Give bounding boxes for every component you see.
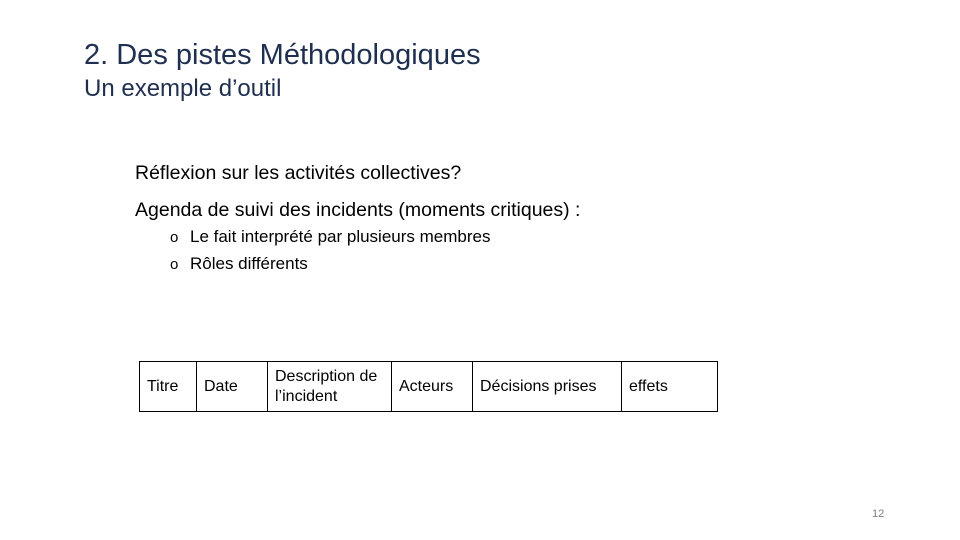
table-header-cell-description: Description de l’incident — [268, 362, 392, 412]
bullet-marker: o — [170, 229, 179, 246]
sub-bullet-text: Rôles différents — [190, 254, 308, 273]
body-line-agenda: Agenda de suivi des incidents (moments critiques) : — [135, 199, 581, 221]
bullet-marker: o — [170, 256, 179, 273]
table-header-cell-date: Date — [197, 362, 268, 412]
slide-subtitle: Un exemple d’outil — [84, 75, 282, 102]
page-number: 12 — [872, 508, 885, 520]
table-header-cell-effets: effets — [622, 362, 718, 412]
sub-bullet-item — [170, 253, 308, 276]
sub-bullet-text: Le fait interprété par plusieurs membres — [190, 227, 491, 246]
incident-table — [139, 361, 718, 412]
body-line-reflexion: Réflexion sur les activités collectives? — [135, 162, 462, 184]
table-header-cell-acteurs: Acteurs — [392, 362, 473, 412]
sub-bullet-item — [170, 226, 490, 249]
table-row — [140, 362, 718, 412]
table-header-cell-titre: Titre — [140, 362, 197, 412]
slide-title: 2. Des pistes Méthodologiques — [84, 39, 481, 71]
table-header-cell-decisions: Décisions prises — [473, 362, 622, 412]
